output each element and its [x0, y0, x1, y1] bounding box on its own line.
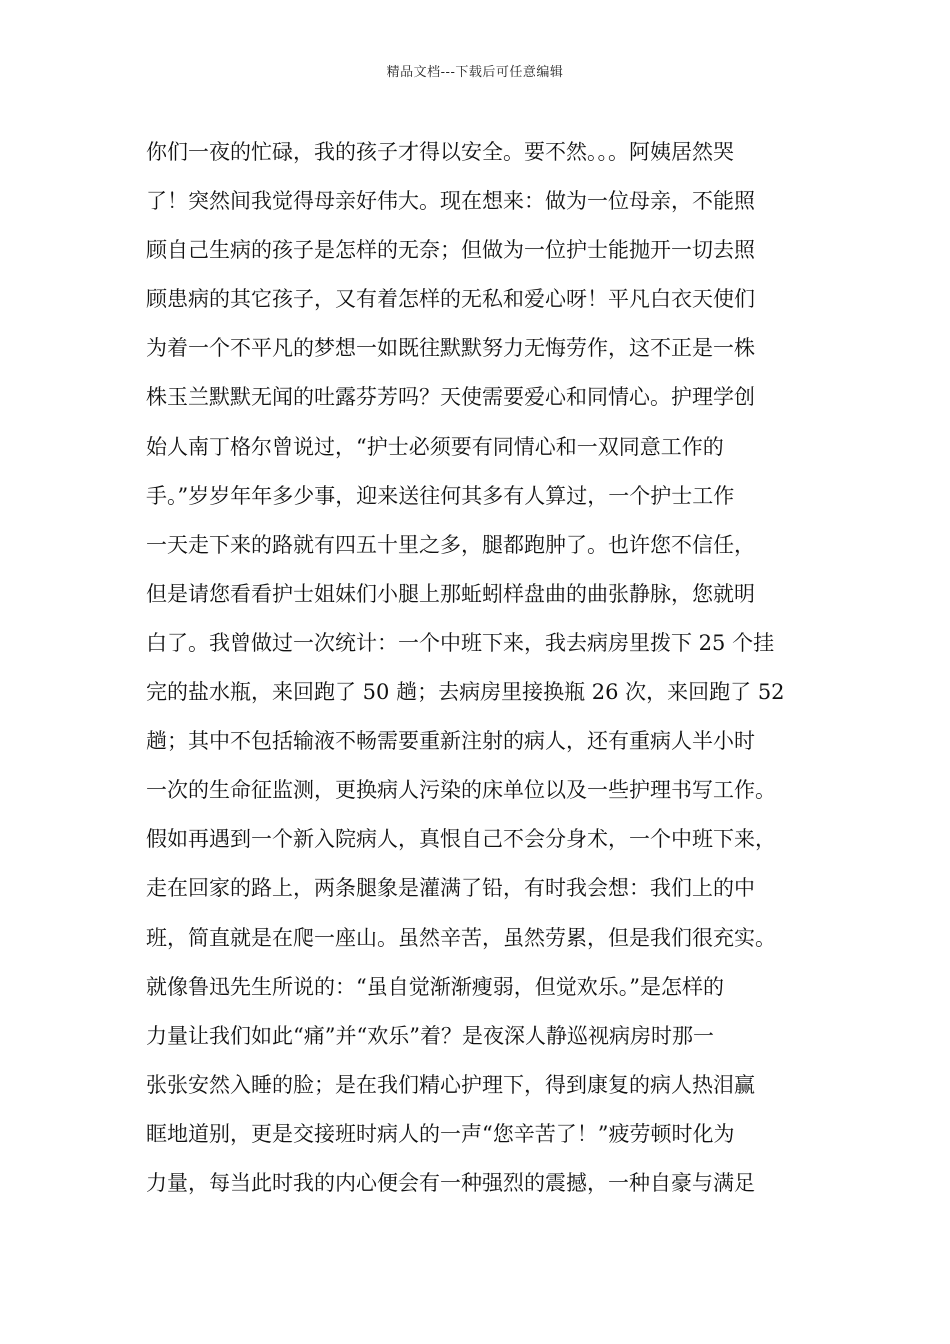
text-line: 就像鲁迅先生所说的：“虽自觉渐渐瘦弱，但觉欢乐。”是怎样的 [146, 974, 724, 999]
text-line: 但是请您看看护士姐妹们小腿上那蚯蚓样盘曲的曲张静脉，您就明 [146, 581, 755, 606]
text-line: 假如再遇到一个新入院病人，真恨自己不会分身术，一个中班下来， [146, 827, 776, 852]
text-line: 株玉兰默默无闻的吐露芬芳吗？天使需要爱心和同情心。护理学创 [146, 385, 755, 410]
text-line: 顾自己生病的孩子是怎样的无奈；但做为一位护士能抛开一切去照 [146, 238, 755, 263]
text-line: 手。”岁岁年年多少事，迎来送往何其多有人算过，一个护士工作 [146, 483, 735, 508]
text-line: 一天走下来的路就有四五十里之多，腿都跑肿了。也许您不信任， [146, 532, 755, 557]
text-line: 力量，每当此时我的内心便会有一种强烈的震撼，一种自豪与满足 [146, 1170, 755, 1195]
text-line: 始人南丁格尔曾说过，“护士必须要有同情心和一双同意工作的 [146, 434, 724, 459]
text-line: 完的盐水瓶，来回跑了 50 趟；去病房里接换瓶 26 次，来回跑了 52 [146, 680, 785, 705]
text-line: 走在回家的路上，两条腿象是灌满了铅，有时我会想：我们上的中 [146, 876, 755, 901]
text-line: 为着一个不平凡的梦想一如既往默默努力无悔劳作，这不正是一株 [146, 336, 755, 361]
body-text [146, 128, 846, 1208]
text-line: 一次的生命征监测，更换病人污染的床单位以及一些护理书写工作。 [146, 778, 776, 803]
text-line: 顾患病的其它孩子，又有着怎样的无私和爱心呀！平凡白衣天使们 [146, 287, 755, 312]
text-line: 你们一夜的忙碌，我的孩子才得以安全。要不然。。。阿姨居然哭 [146, 140, 734, 164]
page-header: 精品文档---下载后可任意编辑 [386, 65, 564, 80]
text-line: 白了。我曾做过一次统计：一个中班下来，我去病房里拨下 25 个挂 [146, 630, 775, 655]
text-line: 了！突然间我觉得母亲好伟大。现在想来：做为一位母亲，不能照 [146, 189, 755, 214]
text-line: 班，简直就是在爬一座山。虽然辛苦，虽然劳累，但是我们很充实。 [146, 925, 776, 950]
text-line: 趟；其中不包括输液不畅需要重新注射的病人，还有重病人半小时 [146, 729, 755, 754]
text-line: 力量让我们如此“痛”并“欢乐”着？是夜深人静巡视病房时那一 [146, 1023, 714, 1048]
text-line: 眶地道别，更是交接班时病人的一声“您辛苦了！”疲劳顿时化为 [146, 1121, 735, 1146]
text-line: 张张安然入睡的脸；是在我们精心护理下，得到康复的病人热泪赢 [146, 1072, 755, 1097]
